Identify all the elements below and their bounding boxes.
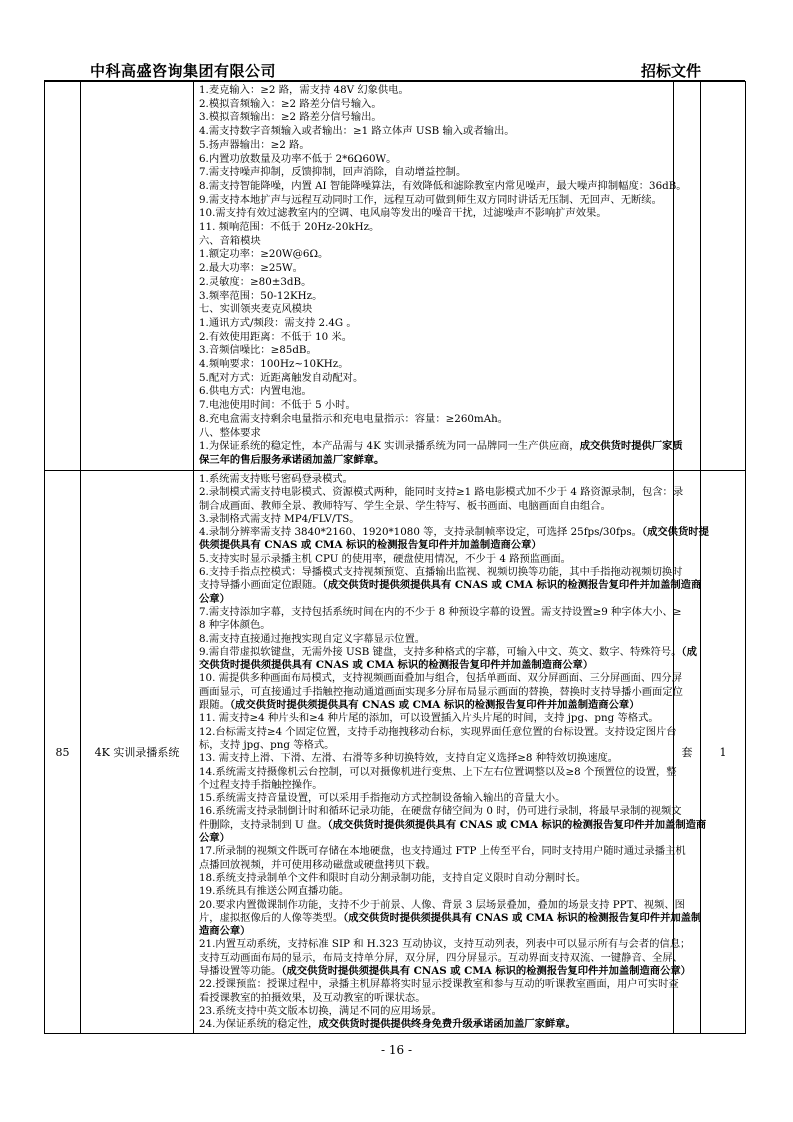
spec-line (199, 513, 670, 526)
spec-text: 11. 频响范围：不低于 20Hz-20kHz。 (199, 221, 380, 234)
spec-line (199, 317, 670, 331)
spec-line (199, 427, 670, 441)
spec-line (199, 98, 670, 112)
spec-text: 3.模拟音频输出：≥2 路差分信号输出。 (199, 111, 382, 124)
spec-text: 标，支持 jpg、png 等格式。 (199, 738, 335, 751)
spec-line (199, 978, 679, 991)
spec-line (199, 752, 670, 765)
spec-text-bold: （成交供货时提供须提供具有 CNAS 或 CMA 标识的检测报告复印件并加盖制造商公章） (229, 699, 640, 712)
spec-text: 10. 需提供多种画面布局模式，支持视频画面叠加与组合，包括单画面、双分屏画面、三分屏画面、四分屏 (199, 672, 683, 685)
spec-text: 跟随。 (199, 699, 230, 712)
spec-line (199, 845, 686, 858)
spec-line (199, 125, 670, 139)
spec-text: 2.灵敏度：≥80±3dB。 (199, 275, 312, 288)
spec-text: 5.支持实时显示录播主机 CPU 的使用率，硬盘使用情况，不少于 4 路预监画面。 (199, 552, 571, 565)
spec-line (199, 1018, 670, 1031)
spec-text: 7.需支持添加字幕，支持包括系统时间在内的不少于 8 种预设字幕的设置。需支持设置≥9 种字体大小、≥ (199, 605, 682, 618)
spec-line (199, 992, 670, 1005)
item-spec (194, 471, 709, 1034)
spec-line (199, 473, 670, 486)
spec-text: 21.内置互动系统，支持标准 SIP 和 H.323 互动协议，支持互动列表，列表中可以显示所有与会者的信息； (199, 938, 691, 951)
spec-text: 8.需支持智能降噪，内置 AI 智能降噪算法，有效降低和滤除教室内常见噪声，最大噪声抑制幅度：36dB。 (199, 179, 687, 192)
spec-text: 8.需支持直接通过拖拽实现自定义字幕显示位置。 (199, 632, 426, 645)
spec-line (199, 413, 670, 427)
spec-text: 点播回放视频，并可使用移动磁盘或硬盘拷贝下载。 (199, 858, 436, 871)
spec-line (199, 725, 677, 739)
item-qty: 1 (701, 471, 746, 1034)
spec-text: 3.音频信噪比：≥85dB。 (199, 344, 317, 357)
spec-text: 8.充电盒需支持剩余电量指示和充电电量指示：容量：≥260mAh。 (199, 412, 509, 425)
spec-text-bold: 交供货时提供须提供具有 CNAS 或 CMA 标识的检测报告复印件并加盖制造商公章） (199, 659, 594, 672)
spec-line (199, 553, 670, 566)
spec-text: 9.需支持本地扩声与远程互动同时工作，远程互动可做到师生双方同时讲话无压制、无回声、无断续。 (199, 193, 662, 206)
spec-line (199, 440, 683, 454)
spec-text-bold: （成交供货时提供须提供具有 CNAS 或 CMA 标识的检测报告复印件并加盖制造商 (322, 579, 702, 592)
spec-line (199, 276, 670, 290)
spec-line (199, 84, 670, 98)
spec-text: 2.最大功率：≥25W。 (199, 262, 303, 275)
spec-text: 2.录制模式需支持电影模式、资源模式两种，能同时支持≥1 路电影模式加不少于 4 路资源录制，包含：录 (199, 486, 684, 499)
spec-line (199, 925, 670, 938)
spec-text-bold: 成交供货时提供厂家质 (579, 440, 683, 453)
spec-line (199, 399, 670, 413)
spec-line (199, 739, 670, 752)
item-number (45, 82, 81, 471)
item-number: 85 (45, 471, 81, 1034)
spec-line (199, 539, 670, 552)
spec-text: 2.有效使用距离：不低于 10 米。 (199, 330, 353, 343)
page-number: - 16 - (380, 1043, 412, 1057)
spec-text: 看授课教室的拍摄效果，及互动教室的听课状态。 (199, 991, 426, 1004)
spec-text: 23.系统支持中英文版本切换，满足不同的应用场景。 (199, 1004, 442, 1017)
spec-text-bold: （成交供货时提供须提供具有 CNAS 或 CMA 标识的检测报告复印件并加盖制 (343, 911, 702, 924)
spec-line (199, 290, 670, 304)
spec-line (199, 779, 670, 792)
spec-text-bold: 造商公章） (199, 925, 251, 938)
spec-text: 2.模拟音频输入：≥2 路差分信号输入。 (199, 97, 382, 110)
spec-text: 14.系统需支持摄像机云台控制，可以对摄像机进行变焦、上下左右位置调整以及≥8 个预置位的设置，整 (199, 765, 677, 778)
spec-line (199, 194, 670, 208)
spec-text: 1.额定功率：≥20W@6Ω。 (199, 248, 329, 261)
company-name: 中科高盛咨询集团有限公司 (90, 62, 277, 80)
spec-line (199, 792, 670, 805)
spec-line (199, 605, 682, 619)
spec-text-bold: 成交供货时提供提供终身免费升级承诺函加盖厂家鲜章。 (318, 1018, 576, 1031)
spec-line (199, 566, 683, 579)
spec-line (199, 166, 670, 180)
spec-line (199, 358, 670, 372)
spec-text: 13. 需支持上滑、下滑、左滑、右滑等多种切换特效，支持自定义选择≥8 种特效切换速度。 (199, 752, 619, 765)
spec-line (199, 593, 670, 606)
spec-line (199, 579, 702, 592)
spec-line (199, 712, 670, 725)
spec-text: 1.麦克输入：≥2 路，需支持 48V 幻象供电。 (199, 84, 409, 96)
spec-text: 画面显示，可直接通过手指触控拖动通道画面实现多分屏布局显示画面的替换，替换时支持导播小画面定位 (199, 685, 683, 698)
spec-text: 16.系统需支持录制倒计时和循环记录功能，在硬盘存储空间为 0 时，仍可进行录制，将最早录制的视频文 (199, 805, 682, 818)
table-row (45, 82, 746, 471)
spec-text: 个过程支持手指触控操作。 (199, 778, 323, 791)
spec-text: 七、实训领夹麦克风模块 (199, 303, 313, 316)
spec-line (199, 645, 697, 659)
spec-line (199, 818, 707, 832)
spec-text-bold: （成交供货时提供须提供具有 CNAS 或 CMA 标识的检测报告复印件并加盖制造商 (327, 818, 707, 831)
spec-line (199, 526, 709, 539)
spec-line (199, 859, 670, 872)
spec-line (199, 344, 670, 358)
spec-line (199, 911, 702, 925)
item-unit: 套 (674, 471, 701, 1034)
spec-text-bold: （成 (681, 645, 697, 658)
spec-line (199, 685, 683, 699)
spec-text: 17.所录制的视频文件既可存储在本地硬盘，也支持通过 FTP 上传至平台，同时支持用户随时通过录播主机 (199, 845, 686, 858)
spec-text: 18.系统支持录制单个文件和限时自动分割录制功能，支持自定义限时自动分割时长。 (199, 871, 587, 884)
spec-text-bold: 公章） (199, 592, 230, 605)
spec-line (199, 235, 670, 249)
spec-text: 片，虚拟抠像后的人像等类型。 (199, 911, 344, 924)
spec-text: 4.录制分辨率需支持 3840*2160、1920*1080 等，支持录制帧率设定，可选择 25fps/30fps。 (199, 526, 642, 539)
spec-text: 7.电池使用时间：不低于 5 小时。 (199, 399, 356, 412)
spec-line (199, 885, 670, 898)
spec-text: 制合成画面、教师全景、教师特写、学生全景、学生特写、板书画面、电脑画面自由组合。 (199, 499, 611, 512)
spec-text: 1.系统需支持账号密码登录模式。 (199, 473, 353, 485)
spec-line (199, 619, 670, 632)
spec-line (199, 1005, 670, 1018)
spec-text: 件删除，支持录制到 U 盘。 (199, 818, 328, 831)
spec-text: 1.为保证系统的稳定性，本产品需与 4K 实训录播系统为同一品牌同一生产供应商， (199, 440, 580, 453)
spec-text: 12.台标需支持≥4 个固定位置，支持手动拖拽移动台标，实现界面任意位置的台标设置。支持设定图片台 (199, 725, 677, 738)
spec-line (199, 372, 670, 386)
spec-line (199, 111, 670, 125)
spec-line (199, 938, 691, 951)
spec-text: 4.频响要求：100Hz~10KHz。 (199, 358, 349, 371)
spec-line (199, 207, 670, 221)
spec-text: 1.通讯方式/频段：需支持 2.4G 。 (199, 316, 357, 329)
spec-line (199, 303, 670, 317)
spec-line (199, 248, 670, 262)
spec-line (199, 898, 685, 912)
spec-line (199, 765, 677, 779)
spec-text-bold: 供须提供具有 CNAS 或 CMA 标识的检测报告复印件并加盖制造商公章） (199, 539, 542, 552)
spec-line (199, 659, 670, 672)
spec-text: 3.频率范围：50-12KHz。 (199, 289, 323, 302)
item-unit (674, 82, 701, 471)
spec-text: 10.需支持有效过滤教室内的空调、电风扇等发出的噪音干扰，过滤噪声不影响扩声效果。 (199, 207, 607, 220)
spec-line (199, 672, 683, 685)
spec-text: 6.支持手指点控模式：导播模式支持视频预览、直播输出监视、视频切换等功能，其中手指拖动视频切换时 (199, 566, 683, 579)
spec-line (199, 872, 670, 885)
spec-text: 六、音箱模块 (199, 234, 261, 247)
spec-text: 支持互动画面布局的显示，布局支持单分屏，双分屏，四分屏显示。互动界面支持双流、一键静音、全屏、 (199, 951, 683, 964)
spec-text: 20.要求内置微课制作功能，支持不少于前景、人像、背景 3 层场景叠加，叠加的场景支持 PPT、视频、图 (199, 898, 685, 911)
spec-text: 19.系统具有推送公网直播功能。 (199, 885, 350, 898)
spec-text: 八、整体要求 (199, 426, 261, 439)
spec-text: 9.需自带虚拟软键盘，无需外接 USB 键盘，支持多种格式的字幕，可输入中文、英文、数字、特殊符号。 (199, 645, 682, 658)
spec-line (199, 221, 670, 235)
spec-text-bold: （成交供货时提供须提供具有 CNAS 或 CMA 标识的检测报告复印件并加盖制造商公章） (281, 964, 691, 977)
spec-text: 24.为保证系统的稳定性， (199, 1018, 319, 1031)
spec-text: 8 种字体颜色。 (199, 619, 271, 632)
spec-text: 11. 需支持≥4 种片头和≥4 种片尾的添加，可以设置插入片头片尾的时间，支持 jpg、png 等格式。 (199, 712, 659, 725)
spec-text: 5.配对方式：近距离触发自动配对。 (199, 371, 364, 384)
item-name: 4K 实训录播系统 (81, 471, 194, 1034)
spec-line (199, 805, 682, 818)
spec-line (199, 951, 683, 965)
spec-line (199, 179, 687, 194)
spec-line (199, 699, 670, 712)
spec-text: 4.需支持数字音频输入或者输出：≥1 路立体声 USB 输入或者输出。 (199, 125, 515, 138)
spec-line (199, 633, 670, 646)
table-row (45, 471, 746, 1034)
spec-text: 导播设置等功能。 (199, 964, 282, 977)
document-type: 招标文件 (641, 62, 702, 80)
spec-table (44, 81, 746, 1034)
spec-text-bold: 公章） (199, 832, 230, 845)
spec-line (199, 454, 670, 468)
spec-text: 3.录制格式需支持 MP4/FLV/TS。 (199, 512, 360, 525)
spec-text: 7.需支持噪声抑制，反馈抑制，回声消除，自动增益控制。 (199, 166, 467, 179)
spec-text: 22.授课预监：授课过程中，录播主机屏幕将实时显示授课教室和参与互动的听课教室画面，用户可实时查 (199, 978, 679, 991)
spec-line (199, 964, 691, 978)
spec-line (199, 832, 670, 845)
item-spec (194, 82, 687, 471)
spec-line (199, 262, 670, 276)
spec-text: 15.系统需支持音量设置，可以采用手指拖动方式控制设备输入输出的音量大小。 (199, 792, 566, 805)
spec-line (199, 331, 670, 345)
spec-text-bold: 保三年的售后服务承诺函加盖厂家鲜章。 (199, 453, 385, 466)
spec-line (199, 486, 684, 499)
item-qty (701, 82, 746, 471)
item-name (81, 82, 194, 471)
spec-text: 6.内置功放数量及功率不低于 2*6Ω60W。 (199, 152, 397, 165)
spec-text: 支持导播小画面定位跟随。 (199, 579, 323, 592)
spec-text: 6.供电方式：内置电池。 (199, 385, 312, 398)
spec-text-bold: （成交供货时提 (641, 526, 709, 539)
spec-line (199, 385, 670, 399)
spec-text: 5.扬声器输出：≥2 路。 (199, 138, 310, 151)
spec-line (199, 500, 670, 513)
spec-line (199, 153, 670, 167)
spec-line (199, 139, 670, 153)
